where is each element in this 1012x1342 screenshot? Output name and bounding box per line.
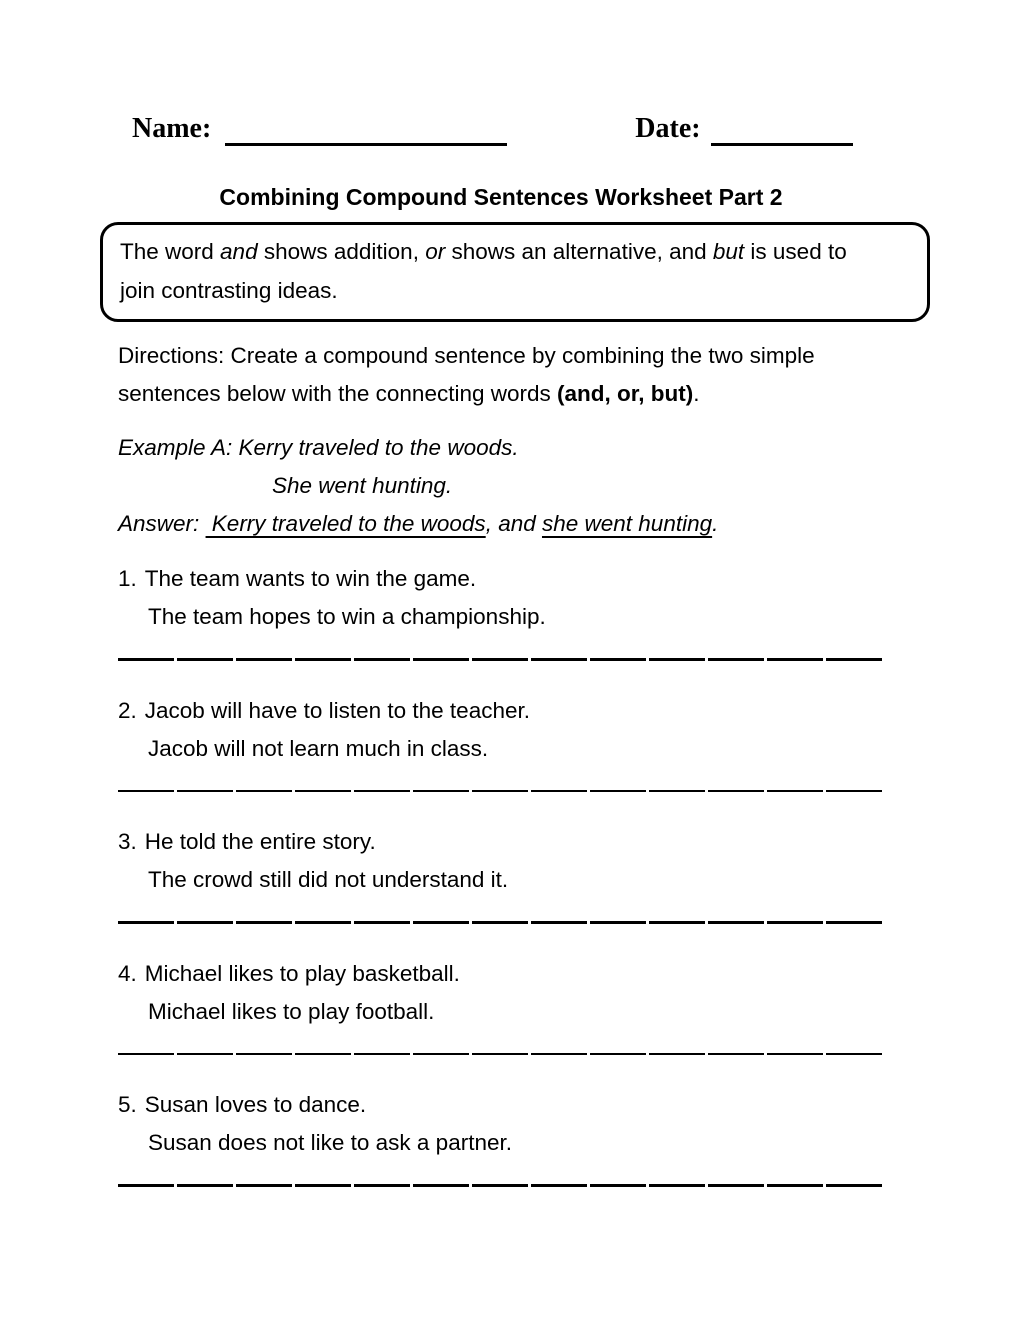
example-line-1: Example A: Kerry traveled to the woods. bbox=[118, 435, 519, 460]
question-number: 1. bbox=[118, 566, 137, 591]
question-item bbox=[118, 692, 884, 793]
example-block bbox=[118, 429, 884, 543]
question-item bbox=[118, 823, 884, 924]
question-line-1 bbox=[118, 823, 884, 861]
text-segment: join contrasting ideas. bbox=[120, 278, 338, 303]
question-sentence-1: He told the entire story. bbox=[144, 829, 376, 854]
answer-blank[interactable] bbox=[118, 790, 884, 793]
text-segment: ) bbox=[685, 381, 694, 406]
name-blank[interactable] bbox=[225, 117, 507, 146]
question-line-1 bbox=[118, 1086, 884, 1124]
answer-blank[interactable] bbox=[118, 1184, 884, 1187]
question-line-1 bbox=[118, 955, 884, 993]
text-segment: shows an alternative, and bbox=[445, 239, 713, 264]
question-number: 4. bbox=[118, 960, 137, 986]
text-segment: and bbox=[220, 239, 258, 264]
text-segment: Kerry traveled to the woods bbox=[205, 511, 486, 536]
example-answer-line bbox=[118, 505, 884, 543]
date-label: Date: bbox=[635, 113, 701, 144]
question-item bbox=[118, 1086, 884, 1187]
text-segment: , and bbox=[485, 511, 542, 536]
info-box-line-2 bbox=[120, 271, 907, 310]
question-number: 2. bbox=[118, 697, 137, 723]
questions-list bbox=[118, 560, 884, 1187]
question-sentence-1: Susan loves to dance. bbox=[144, 1092, 367, 1117]
directions-line-1 bbox=[118, 337, 884, 375]
question-number: 5. bbox=[118, 1092, 137, 1117]
example-line-2: She went hunting. bbox=[272, 473, 453, 498]
question-sentence-2: Jacob will not learn much in class. bbox=[148, 735, 489, 761]
text-segment: Directions: Create a compound sentence by combining the two simple bbox=[118, 343, 815, 368]
name-label: Name: bbox=[132, 113, 212, 144]
example-answer-label: Answer: bbox=[118, 511, 200, 536]
text-segment: The word bbox=[120, 239, 221, 264]
text-segment: or bbox=[425, 239, 446, 264]
question-sentence-2: The team hopes to win a championship. bbox=[148, 604, 546, 629]
question-line-1 bbox=[118, 692, 884, 730]
text-segment: sentences below with the connecting words bbox=[118, 381, 558, 406]
date-blank[interactable] bbox=[711, 117, 853, 146]
question-sentence-2: The crowd still did not understand it. bbox=[148, 867, 509, 892]
example-answer-text bbox=[206, 511, 719, 536]
question-item bbox=[118, 955, 884, 1056]
text-segment: . bbox=[712, 511, 719, 536]
page-title: Combining Compound Sentences Worksheet Part 2 bbox=[219, 184, 783, 210]
text-segment: (and, or, but bbox=[557, 381, 686, 406]
directions-line-2 bbox=[118, 375, 884, 413]
text-segment: she went hunting bbox=[541, 511, 713, 536]
info-box bbox=[100, 222, 930, 322]
question-item bbox=[118, 560, 884, 661]
question-sentence-1: Jacob will have to listen to the teacher. bbox=[144, 697, 530, 723]
answer-blank[interactable] bbox=[118, 1053, 884, 1056]
answer-blank[interactable] bbox=[118, 658, 884, 661]
header-row bbox=[132, 112, 884, 146]
question-sentence-1: Michael likes to play basketball. bbox=[144, 960, 460, 986]
text-segment: shows addition, bbox=[257, 239, 426, 264]
question-sentence-2: Michael likes to play football. bbox=[148, 998, 435, 1024]
question-sentence-2: Susan does not like to ask a partner. bbox=[148, 1130, 512, 1155]
question-number: 3. bbox=[118, 829, 137, 854]
question-line-1 bbox=[118, 560, 884, 598]
text-segment: is used to bbox=[744, 239, 847, 264]
text-segment: . bbox=[693, 381, 700, 406]
question-sentence-1: The team wants to win the game. bbox=[144, 566, 477, 591]
info-box-line-1 bbox=[120, 232, 907, 271]
answer-blank[interactable] bbox=[118, 921, 884, 924]
directions bbox=[118, 337, 884, 413]
text-segment: but bbox=[712, 239, 745, 264]
